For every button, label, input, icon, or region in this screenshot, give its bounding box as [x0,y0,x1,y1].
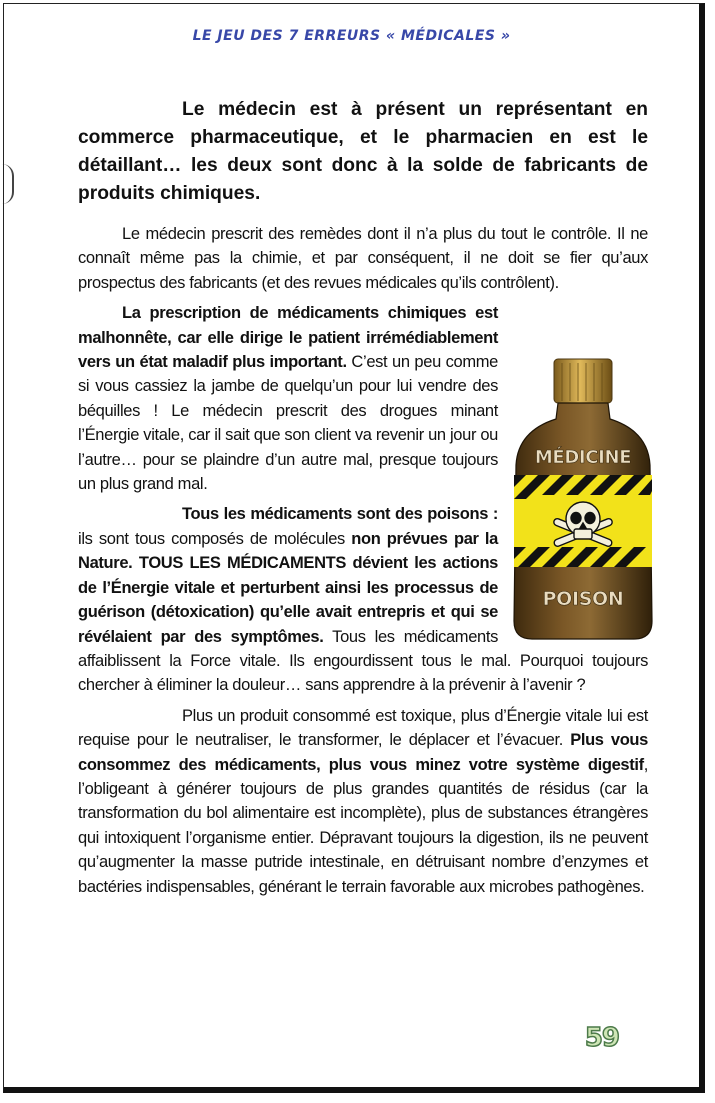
book-page [3,3,705,1093]
paragraph-4 [78,704,648,899]
paragraph-4-text-1: Plus un produit consommé est toxique, plus d’Énergie vitale lui est requise pour le neutraliser, le transformer, le déplacer et l’évacuer. [78,706,648,750]
paragraph-2-bold: La prescription de médicaments chimiques est malhonnête, car elle dirige le patient irrémédiablement vers un état maladif plus important. [78,304,498,372]
running-title: LE JEU DES 7 ERREURS « MÉDICALES » [192,28,511,44]
binding-edge [2,164,14,204]
paragraph-4-bold: Plus vous consommez des médicaments, plus vous minez votre système digestif [78,731,648,774]
paragraph-3-text-2: Tous les médicaments affaiblissent la Force vitale. Ils engourdissent tous le mal. Pourquoi toujours chercher à éliminer la douleur… sans apprendre à la prévenir à l’avenir ? [78,627,648,695]
page-number: 59 [584,1023,619,1053]
paragraph-4-text-2: , l’obligeant à générer toujours de plus grandes quantités de résidus (car la transformation du bol alimentaire est incomplète), plus de substances étrangères qui intoxiquent l’organisme entier. Dépravant toujours la digestion, ils ne peuvent qu’augmenter la masse putride intestinale, en détruisant nombre d’enzymes et bactéries indispensables, générant le terrain favorable aux microbes pathogènes. [78,755,648,896]
paragraph-3-bold-2: non prévues par la Nature. TOUS LES MÉDICAMENTS dévient les actions de l’Énergie vitale et perturbent ainsi les processus de guérison (détoxication) qu’elle avait entrepris et qui se révélaient par des symptômes. [78,529,498,646]
poison-bottle-illustration [510,357,656,643]
page-content [78,96,648,905]
bottle-label-bottom: POISON [542,588,624,611]
lead-paragraph: Le médecin est à présent un représentant en commerce pharmaceutique, et le pharmacien en est le détaillant… les deux sont donc à la solde de fabricants de produits chimiques. [78,99,648,204]
paragraph-2-text: C’est un peu comme si vous cassiez la jambe de quelqu’un pour lui vendre des béquilles ! Le médecin prescrit des drogues minant l’Énergie vitale, car il sait que son client va revenir un jour ou l’autre… pour se plaindre d’un autre mal, presque toujours un plus grand mal. [78,353,498,494]
paragraph-1: Le médecin prescrit des remèdes dont il n’a plus du tout le contrôle. Il ne connaît même pas la chimie, et par conséquent, il ne doit se fier qu’aux prospectus des fabricants (et des revues médicales qu’ils contrôlent). [78,225,648,292]
paragraph-3-bold-1: Tous les médicaments sont des poisons : [182,505,498,524]
paragraph-3-text-1: ils sont tous composés de molécules [78,529,352,548]
bottle-label-top: MÉDICINE [534,447,632,469]
